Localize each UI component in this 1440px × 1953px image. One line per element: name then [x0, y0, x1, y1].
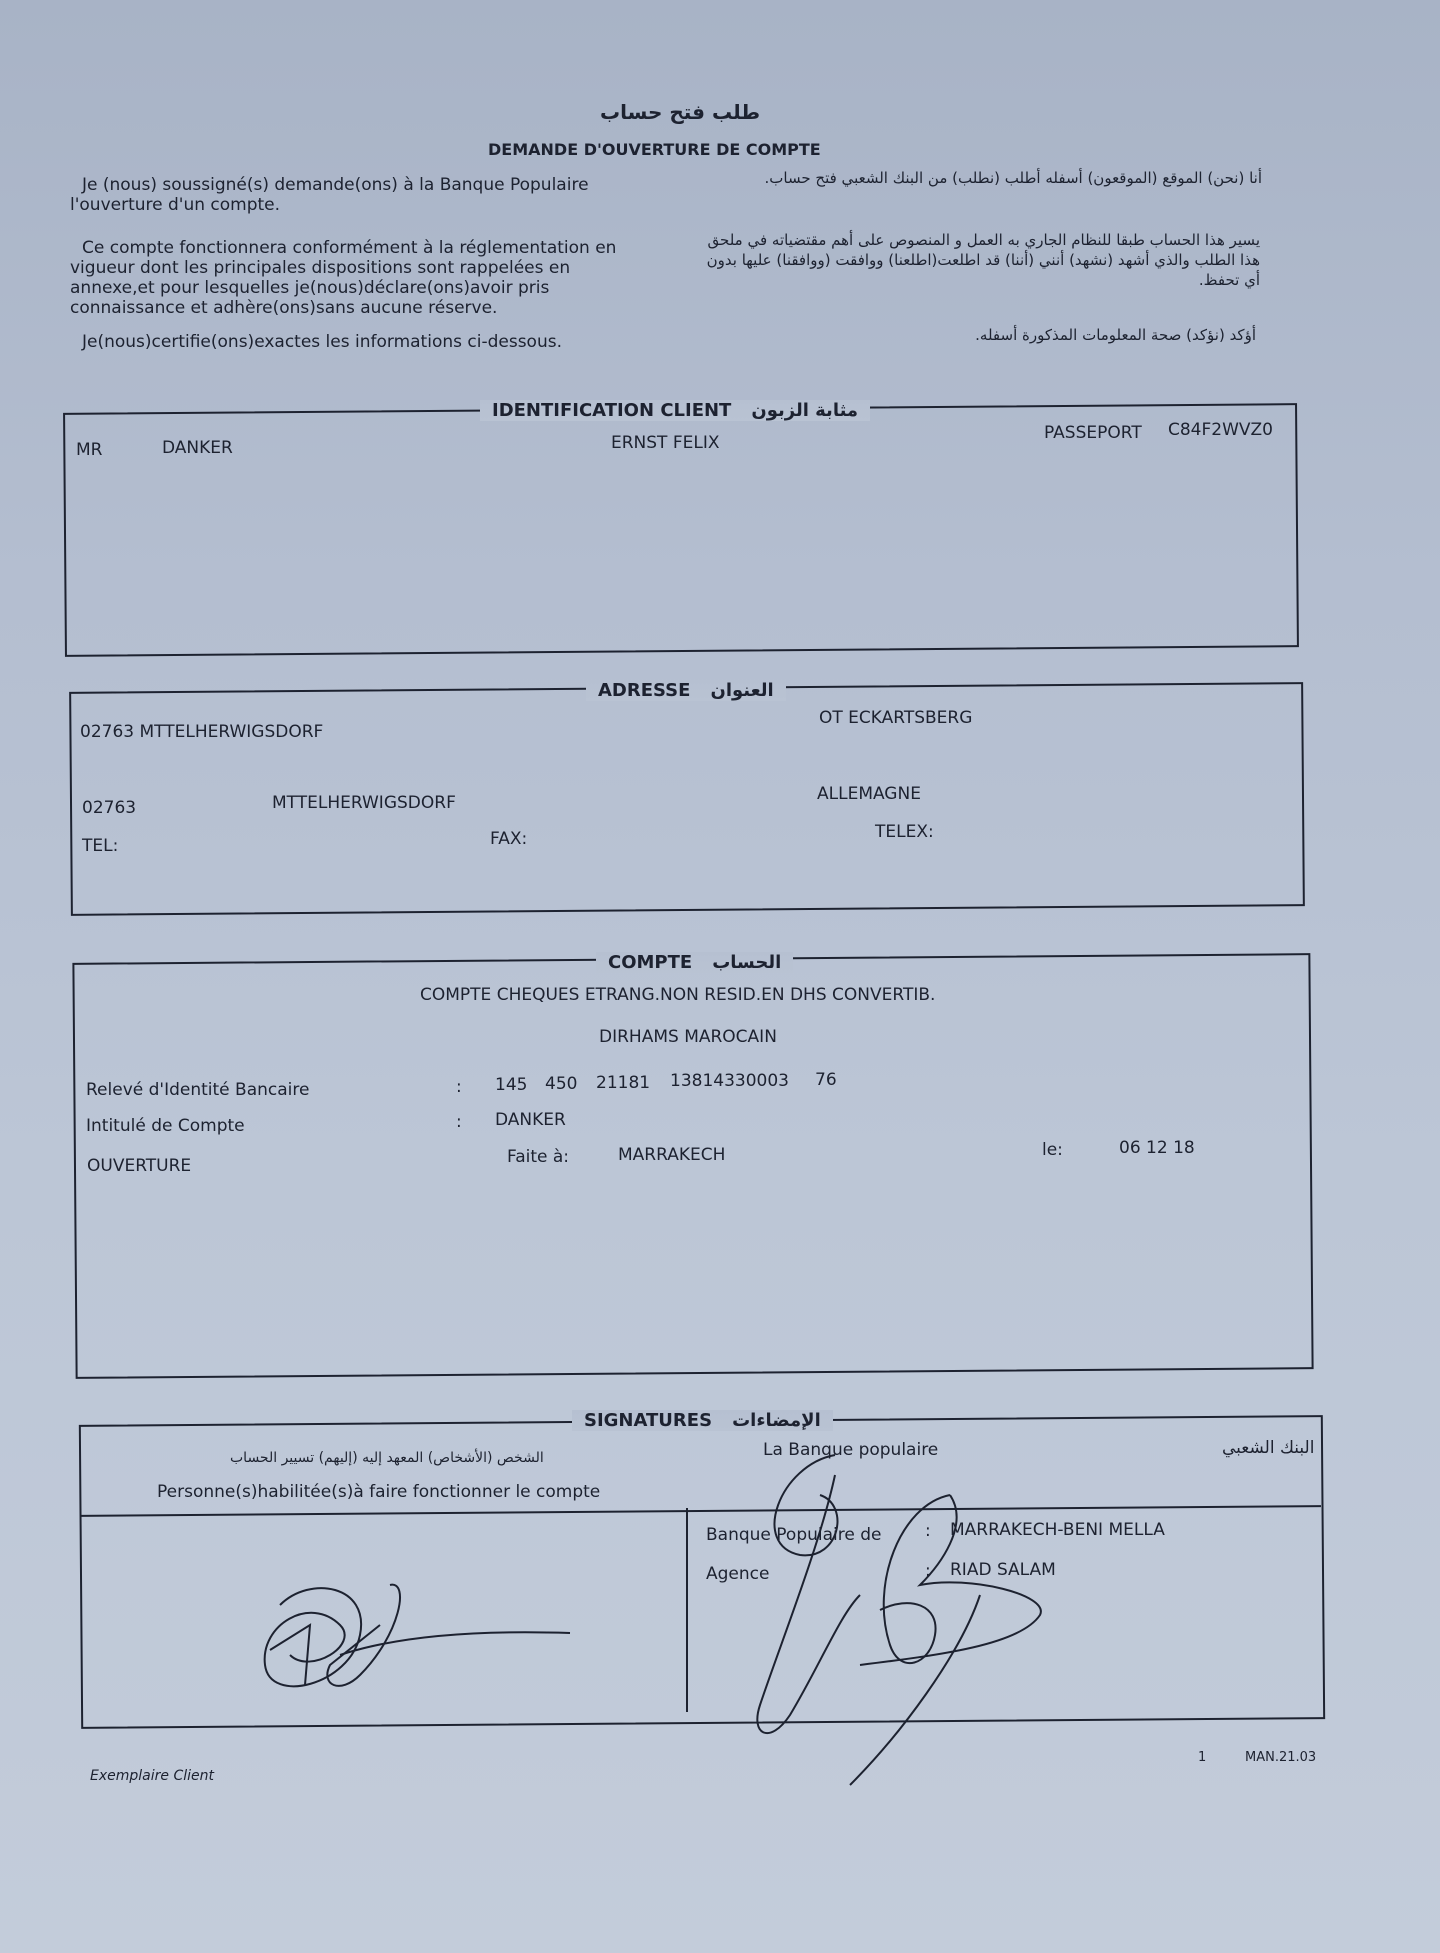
date-label: le: — [1042, 1140, 1063, 1160]
address-line1: 02763 MTTELHERWIGSDORF — [80, 722, 324, 742]
rib-agency-code: 450 — [545, 1074, 578, 1094]
intro-ar-p1: أنا (نحن) الموقع (الموقعون) أسفله أطلب (نطلب) من البنك الشعبي فتح حساب. — [764, 169, 1262, 187]
title-arabic: طلب فتح حساب — [600, 100, 761, 124]
rib-label: Relevé d'Identité Bancaire — [86, 1080, 310, 1100]
signatures-vertical-divider — [686, 1508, 688, 1712]
agency-colon: : — [925, 1561, 931, 1581]
rib-bank-code: 145 — [495, 1075, 528, 1095]
signatures-legend — [572, 1410, 833, 1431]
branch-value: MARRAKECH-BENI MELLA — [950, 1520, 1165, 1540]
rib-account-number: 13814330003 — [670, 1071, 789, 1091]
intro-fr-p2: Ce compte fonctionnera conformément à la réglementation en vigueur dont les principales dispositions sont rappelées en annexe,et pour lesquelles je(nous)déclare(ons)avoir pris connaissance et adhère(ons)sans aucune réserve. — [70, 238, 617, 318]
made-at-label: Faite à: — [507, 1147, 570, 1167]
account-currency: DIRHAMS MAROCAIN — [599, 1027, 777, 1047]
account-box — [72, 953, 1313, 1379]
intro-ar-p2: يسير هذا الحساب طبقا للنظام الجاري به العمل و المنصوص على أهم مقتضياته في ملحق هذا الطلب والذي أشهد (نشهد) أنني (أننا) قد اطلعت(اطلعنا) ووافقت (ووافقنا) عليها بدون أي تحفظ. — [706, 231, 1260, 289]
page-number: 1 — [1198, 1750, 1207, 1765]
bank-label-ar: البنك الشعبي — [1222, 1438, 1315, 1458]
address-postal-code: 02763 — [82, 798, 137, 818]
client-doc-type: PASSEPORT — [1044, 423, 1142, 443]
fax-label: FAX: — [490, 829, 528, 849]
client-first-names: ERNST FELIX — [611, 433, 720, 453]
title-french: DEMANDE D'OUVERTURE DE COMPTE — [488, 140, 821, 159]
rib-city-code: 21181 — [596, 1073, 651, 1093]
made-at-value: MARRAKECH — [618, 1145, 726, 1165]
account-legend — [596, 952, 793, 973]
address-legend-fr: ADRESSE — [598, 680, 691, 701]
persons-label-ar: الشخص (الأشخاص) المعهد إليه (إليهم) تسيير الحساب — [230, 1450, 544, 1466]
agency-value: RIAD SALAM — [950, 1560, 1056, 1580]
telex-label: TELEX: — [875, 822, 934, 842]
opening-label: OUVERTURE — [87, 1156, 192, 1176]
intro-fr-p1: Je (nous) soussigné(s) demande(ons) à la Banque Populaire l'ouverture d'un compte. — [70, 175, 589, 215]
client-doc-number: C84F2WVZ0 — [1168, 420, 1273, 440]
bank-label-fr: La Banque populaire — [763, 1440, 939, 1460]
account-legend-fr: COMPTE — [608, 952, 693, 973]
account-title-label: Intitulé de Compte — [86, 1116, 245, 1136]
address-legend — [586, 680, 786, 701]
account-title-colon: : — [456, 1112, 462, 1132]
signatures-legend-fr: SIGNATURES — [584, 1410, 713, 1431]
agency-label: Agence — [706, 1564, 770, 1584]
account-legend-ar: الحساب — [712, 952, 782, 973]
address-city: MTTELHERWIGSDORF — [272, 793, 456, 813]
identification-legend — [480, 400, 870, 421]
address-legend-ar: العنوان — [710, 680, 774, 701]
address-line1-right: OT ECKARTSBERG — [819, 708, 973, 728]
intro-ar-p3: أؤكد (نؤكد) صحة المعلومات المذكورة أسفله. — [975, 326, 1256, 344]
branch-colon: : — [925, 1521, 931, 1541]
copy-label: Exemplaire Client — [90, 1768, 214, 1784]
client-last-name: DANKER — [162, 438, 233, 458]
rib-colon: : — [456, 1077, 462, 1097]
persons-label-fr: Personne(s)habilitée(s)à faire fonctionner le compte — [157, 1482, 601, 1502]
client-signature — [250, 1565, 580, 1715]
account-title-value: DANKER — [495, 1110, 566, 1130]
branch-label: Banque Populaire de — [706, 1525, 882, 1545]
client-civility: MR — [76, 440, 103, 460]
intro-fr-p3: Je(nous)certifie(ons)exactes les informations ci-dessous. — [82, 332, 562, 352]
address-box — [69, 682, 1305, 916]
tel-label: TEL: — [82, 836, 119, 856]
account-type: COMPTE CHEQUES ETRANG.NON RESID.EN DHS CONVERTIB. — [420, 985, 936, 1005]
rib-key: 76 — [815, 1070, 837, 1090]
address-country: ALLEMAGNE — [817, 784, 921, 804]
date-value: 06 12 18 — [1119, 1138, 1195, 1158]
identification-legend-fr: IDENTIFICATION CLIENT — [492, 400, 732, 421]
signatures-legend-ar: الإمضاءات — [732, 1410, 821, 1431]
bank-signature — [740, 1445, 1070, 1795]
form-reference: MAN.21.03 — [1245, 1750, 1317, 1765]
identification-legend-ar: مثابة الزبون — [751, 400, 859, 421]
